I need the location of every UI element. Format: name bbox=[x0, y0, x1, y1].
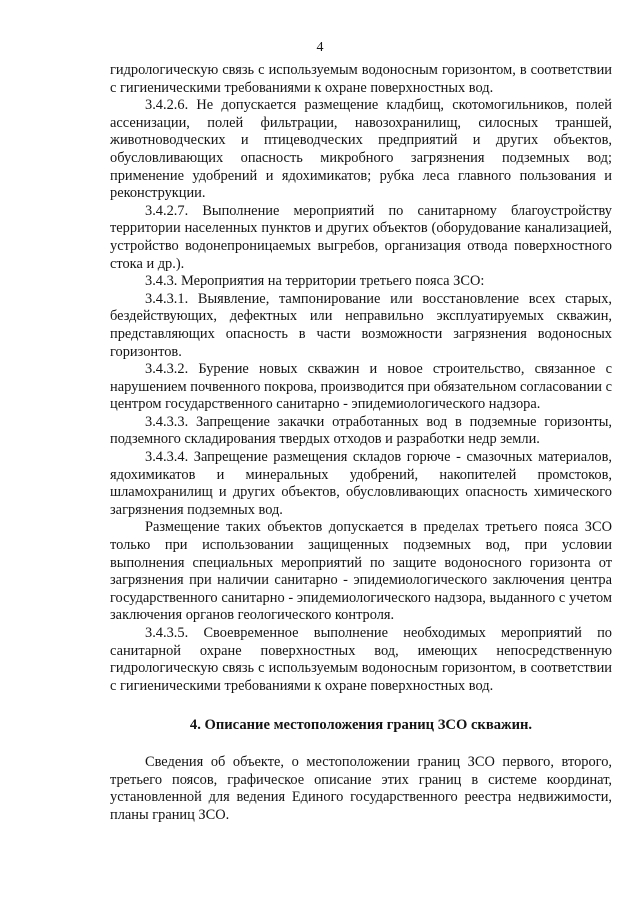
section-text: Сведения об объекте, о местоположении границ ЗСО первого, второго, третьего поясов, графическое описание этих границ в системе координат, установленной для ведения Единого государственного реестра недвижимости, планы границ ЗСО. bbox=[110, 753, 612, 823]
paragraph-3-4-2-6: 3.4.2.6. Не допускается размещение кладбищ, скотомогильников, полей ассенизации, полей фильтрации, навозохранилищ, силосных траншей, животноводческих и птицеводческих предприятий и других объектов, обусловливающих опасность микробного загрязнения подземных вод; применение удобрений и ядохимикатов; рубка леса главного пользования и реконструкции. bbox=[110, 97, 612, 202]
page-number: 4 bbox=[316, 40, 324, 55]
document-body bbox=[110, 62, 612, 824]
paragraph-3-4-3-4: 3.4.3.4. Запрещение размещения складов горюче - смазочных материалов, ядохимикатов и минеральных удобрений, накопителей промстоков, шламохранилищ и других объектов, обусловливающих опасность химического загрязнения подземных вод. bbox=[110, 449, 612, 518]
paragraph-placement-conditions: Размещение таких объектов допускается в пределах третьего пояса ЗСО только при использовании защищенных подземных вод, при условии выполнения специальных мероприятий по защите водоносного горизонта от загрязнения при наличии санитарно - эпидемиологического заключения центра государственного санитарно - эпидемиологического надзора, выданного с учетом заключения органов геологического контроля. bbox=[110, 519, 612, 624]
paragraph-3-4-3-3: 3.4.3.3. Запрещение закачки отработанных вод в подземные горизонты, подземного складирования твердых отходов и разработки недр земли. bbox=[110, 413, 612, 448]
paragraph-3-4-2-7: 3.4.2.7. Выполнение мероприятий по санитарному благоустройству территории населенных пунктов и других объектов (оборудование канализацией, устройство водонепроницаемых выгребов, организация отвода поверхностного стока и др.). bbox=[110, 202, 612, 272]
paragraph-3-4-3: 3.4.3. Мероприятия на территории третьего пояса ЗСО: bbox=[145, 273, 485, 290]
paragraph-3-4-3-2: 3.4.3.2. Бурение новых скважин и новое строительство, связанное с нарушением почвенного покрова, производится при обязательном согласовании с центром государственного санитарно - эпидемиологического надзора. bbox=[110, 361, 612, 413]
section-heading: 4. Описание местоположения границ ЗСО скважин. bbox=[189, 717, 533, 734]
paragraph-3-4-3-5: 3.4.3.5. Своевременное выполнение необходимых мероприятий по санитарной охране поверхностных вод, имеющих непосредственную гидрологическую связь с используемым водоносным горизонтом, в соответствии с гигиеническими требованиями к охране поверхностных вод. bbox=[110, 625, 612, 694]
paragraph-continuation: гидрологическую связь с используемым водоносным горизонтом, в соответствии с гигиеническими требованиями к охране поверхностных вод. bbox=[110, 62, 612, 96]
paragraph-3-4-3-1: 3.4.3.1. Выявление, тампонирование или восстановление всех старых, бездействующих, дефектных или неправильно эксплуатируемых скважин, представляющих опасность в части возможности загрязнения водоносных горизонтов. bbox=[110, 290, 612, 360]
